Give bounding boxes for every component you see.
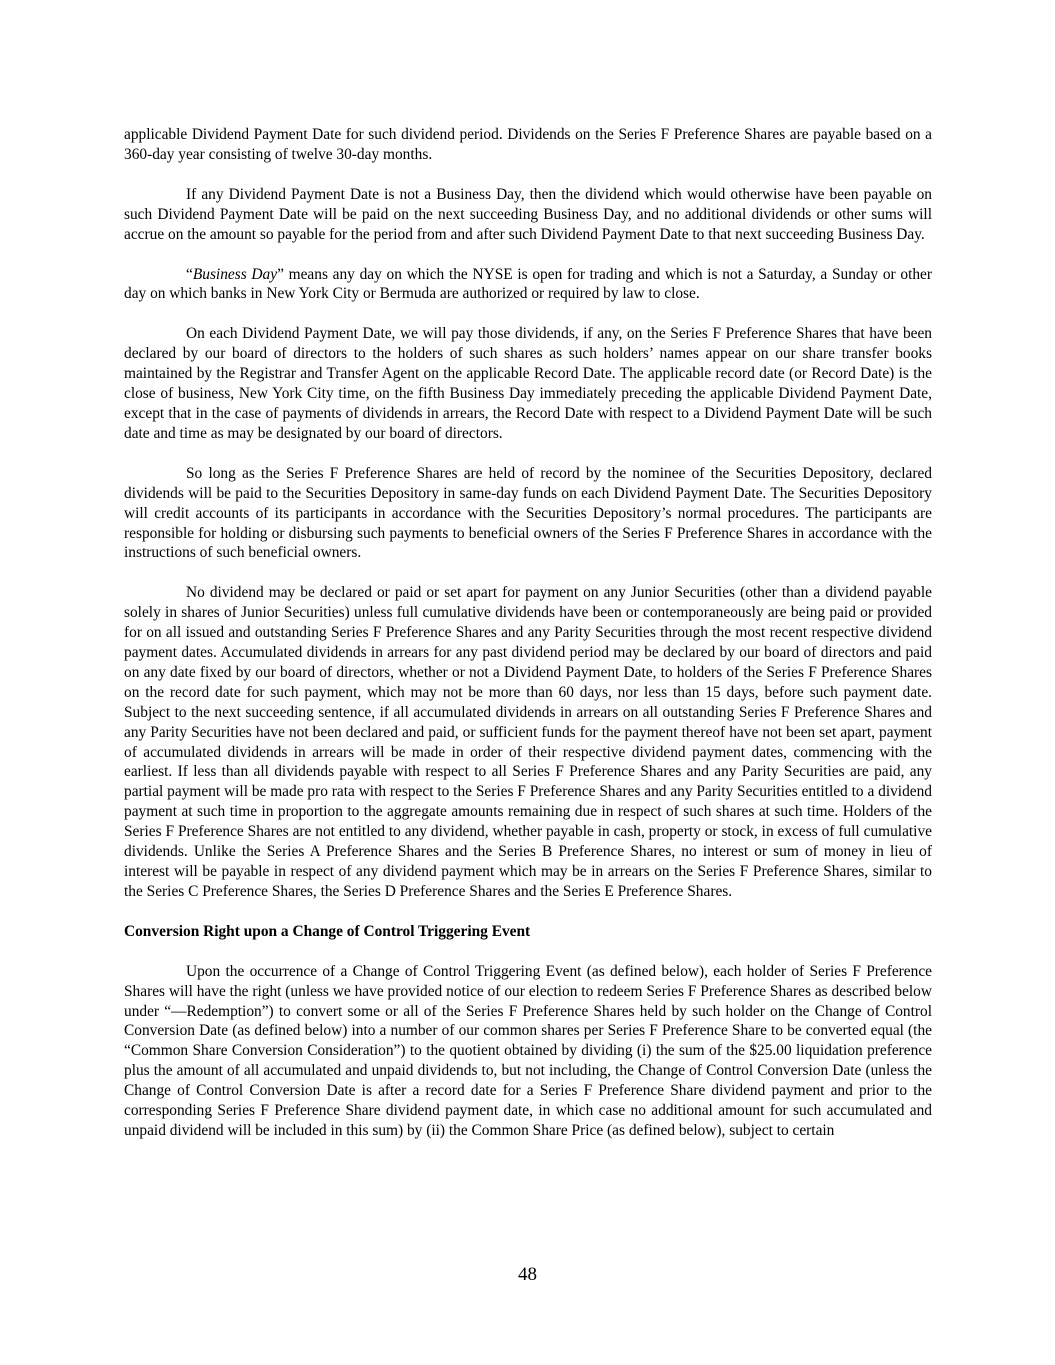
paragraph-junior-securities: No dividend may be declared or paid or set apart for payment on any Junior Securities (other than a dividend payable solely in shares of Junior Securities) unless full cumulative dividends have been or contemporaneously are being paid or provided for on all issued and outstanding Series F Preference Shares and any Parity Securities through the most recent respective dividend payment dates. Accumulated dividends in arrears for any past dividend period may be declared by our board of directors and paid on any date fixed by our board of directors, whether or not a Dividend Payment Date, to holders of the Series F Preference Shares on the record date for such payment, which may not be more than 60 days, nor less than 15 days, before such payment date. Subject to the next succeeding sentence, if all accumulated dividends in arrears on all outstanding Series F Preference Shares and any Parity Securities have not been declared and paid, or sufficient funds for the payment thereof have not been set apart, payment of accumulated dividends in arrears will be made in order of their respective dividend payment dates, commencing with the earliest. If less than all dividends payable with respect to all Series F Preference Shares and any Parity Securities are paid, any partial payment will be made pro rata with respect to the Series F Preference Shares and any Parity Securities entitled to a dividend payment at such time in proportion to the aggregate amounts remaining due in respect of such shares at such time. Holders of the Series F Preference Shares are not entitled to any dividend, whether payable in cash, property or stock, in excess of full cumulative dividends. Unlike the Series A Preference Shares and the Series B Preference Shares, no interest or sum of money in lieu of interest will be payable in respect of any dividend payment which may be in arrears on the Series F Preference Shares, similar to the Series C Preference Shares, the Series D Preference Shares and the Series E Preference Shares. xyxy=(124,584,932,900)
paragraph-business-day-adjustment: If any Dividend Payment Date is not a Business Day, then the dividend which would otherwise have been payable on such Dividend Payment Date will be paid on the next succeeding Business Day, and no additional dividends or other sums will accrue on the amount so payable for the period from and after such Dividend Payment Date to that next succeeding Business Day. xyxy=(124,185,932,243)
section-heading-conversion-right: Conversion Right upon a Change of Control Triggering Event xyxy=(124,922,531,940)
defined-term-business-day: Business Day xyxy=(192,265,278,283)
paragraph-business-day-definition xyxy=(124,265,932,305)
paragraph-securities-depository: So long as the Series F Preference Shares are held of record by the nominee of the Securities Depository, declared dividends will be paid to the Securities Depository in same-day funds on each Dividend Payment Date. The Securities Depository will credit accounts of its participants in accordance with the Securities Depository’s normal procedures. The participants are responsible for holding or disbursing such payments to beneficial owners of the Series F Preference Shares in accordance with the instructions of such beneficial owners. xyxy=(124,464,932,562)
open-quote: “ xyxy=(186,265,193,283)
paragraph-dividend-payment: On each Dividend Payment Date, we will pay those dividends, if any, on the Series F Preference Shares that have been declared by our board of directors to the holders of such shares as such holders’ names appear on our share transfer books maintained by the Registrar and Transfer Agent on the applicable Record Date. The applicable record date (or Record Date) is the close of business, New York City time, on the fifth Business Day immediately preceding the applicable Dividend Payment Date, except that in the case of payments of dividends in arrears, the Record Date with respect to a Dividend Payment Date will be such date and time as may be designated by our board of directors. xyxy=(124,325,932,442)
page-number: 48 xyxy=(518,1264,537,1285)
document-page xyxy=(124,125,932,1161)
paragraph-dividend-basis: applicable Dividend Payment Date for such dividend period. Dividends on the Series F Preference Shares are payable based on a 360-day year consisting of twelve 30-day months. xyxy=(124,126,932,163)
definition-text: ” means any day on which the NYSE is open for trading and which is not a Saturday, a Sunday or other day on which banks in New York City or Bermuda are authorized or required by law to close. xyxy=(124,265,933,303)
paragraph-conversion-right: Upon the occurrence of a Change of Control Triggering Event (as defined below), each holder of Series F Preference Shares will have the right (unless we have provided notice of our election to redeem Series F Preference Shares as described below under “—Redemption”) to convert some or all of the Series F Preference Shares held by such holder on the Change of Control Conversion Date (as defined below) into a number of our common shares per Series F Preference Share to be converted equal (the “Common Share Conversion Consideration”) to the quotient obtained by dividing (i) the sum of the $25.00 liquidation preference plus the amount of all accumulated and unpaid dividends to, but not including, the Change of Control Conversion Date (unless the Change of Control Conversion Date is after a record date for a Series F Preference Share dividend payment and prior to the corresponding Series F Preference Share dividend payment date, in which case no additional amount for such accumulated and unpaid dividend will be included in this sum) by (ii) the Common Share Price (as defined below), subject to certain xyxy=(124,962,932,1139)
